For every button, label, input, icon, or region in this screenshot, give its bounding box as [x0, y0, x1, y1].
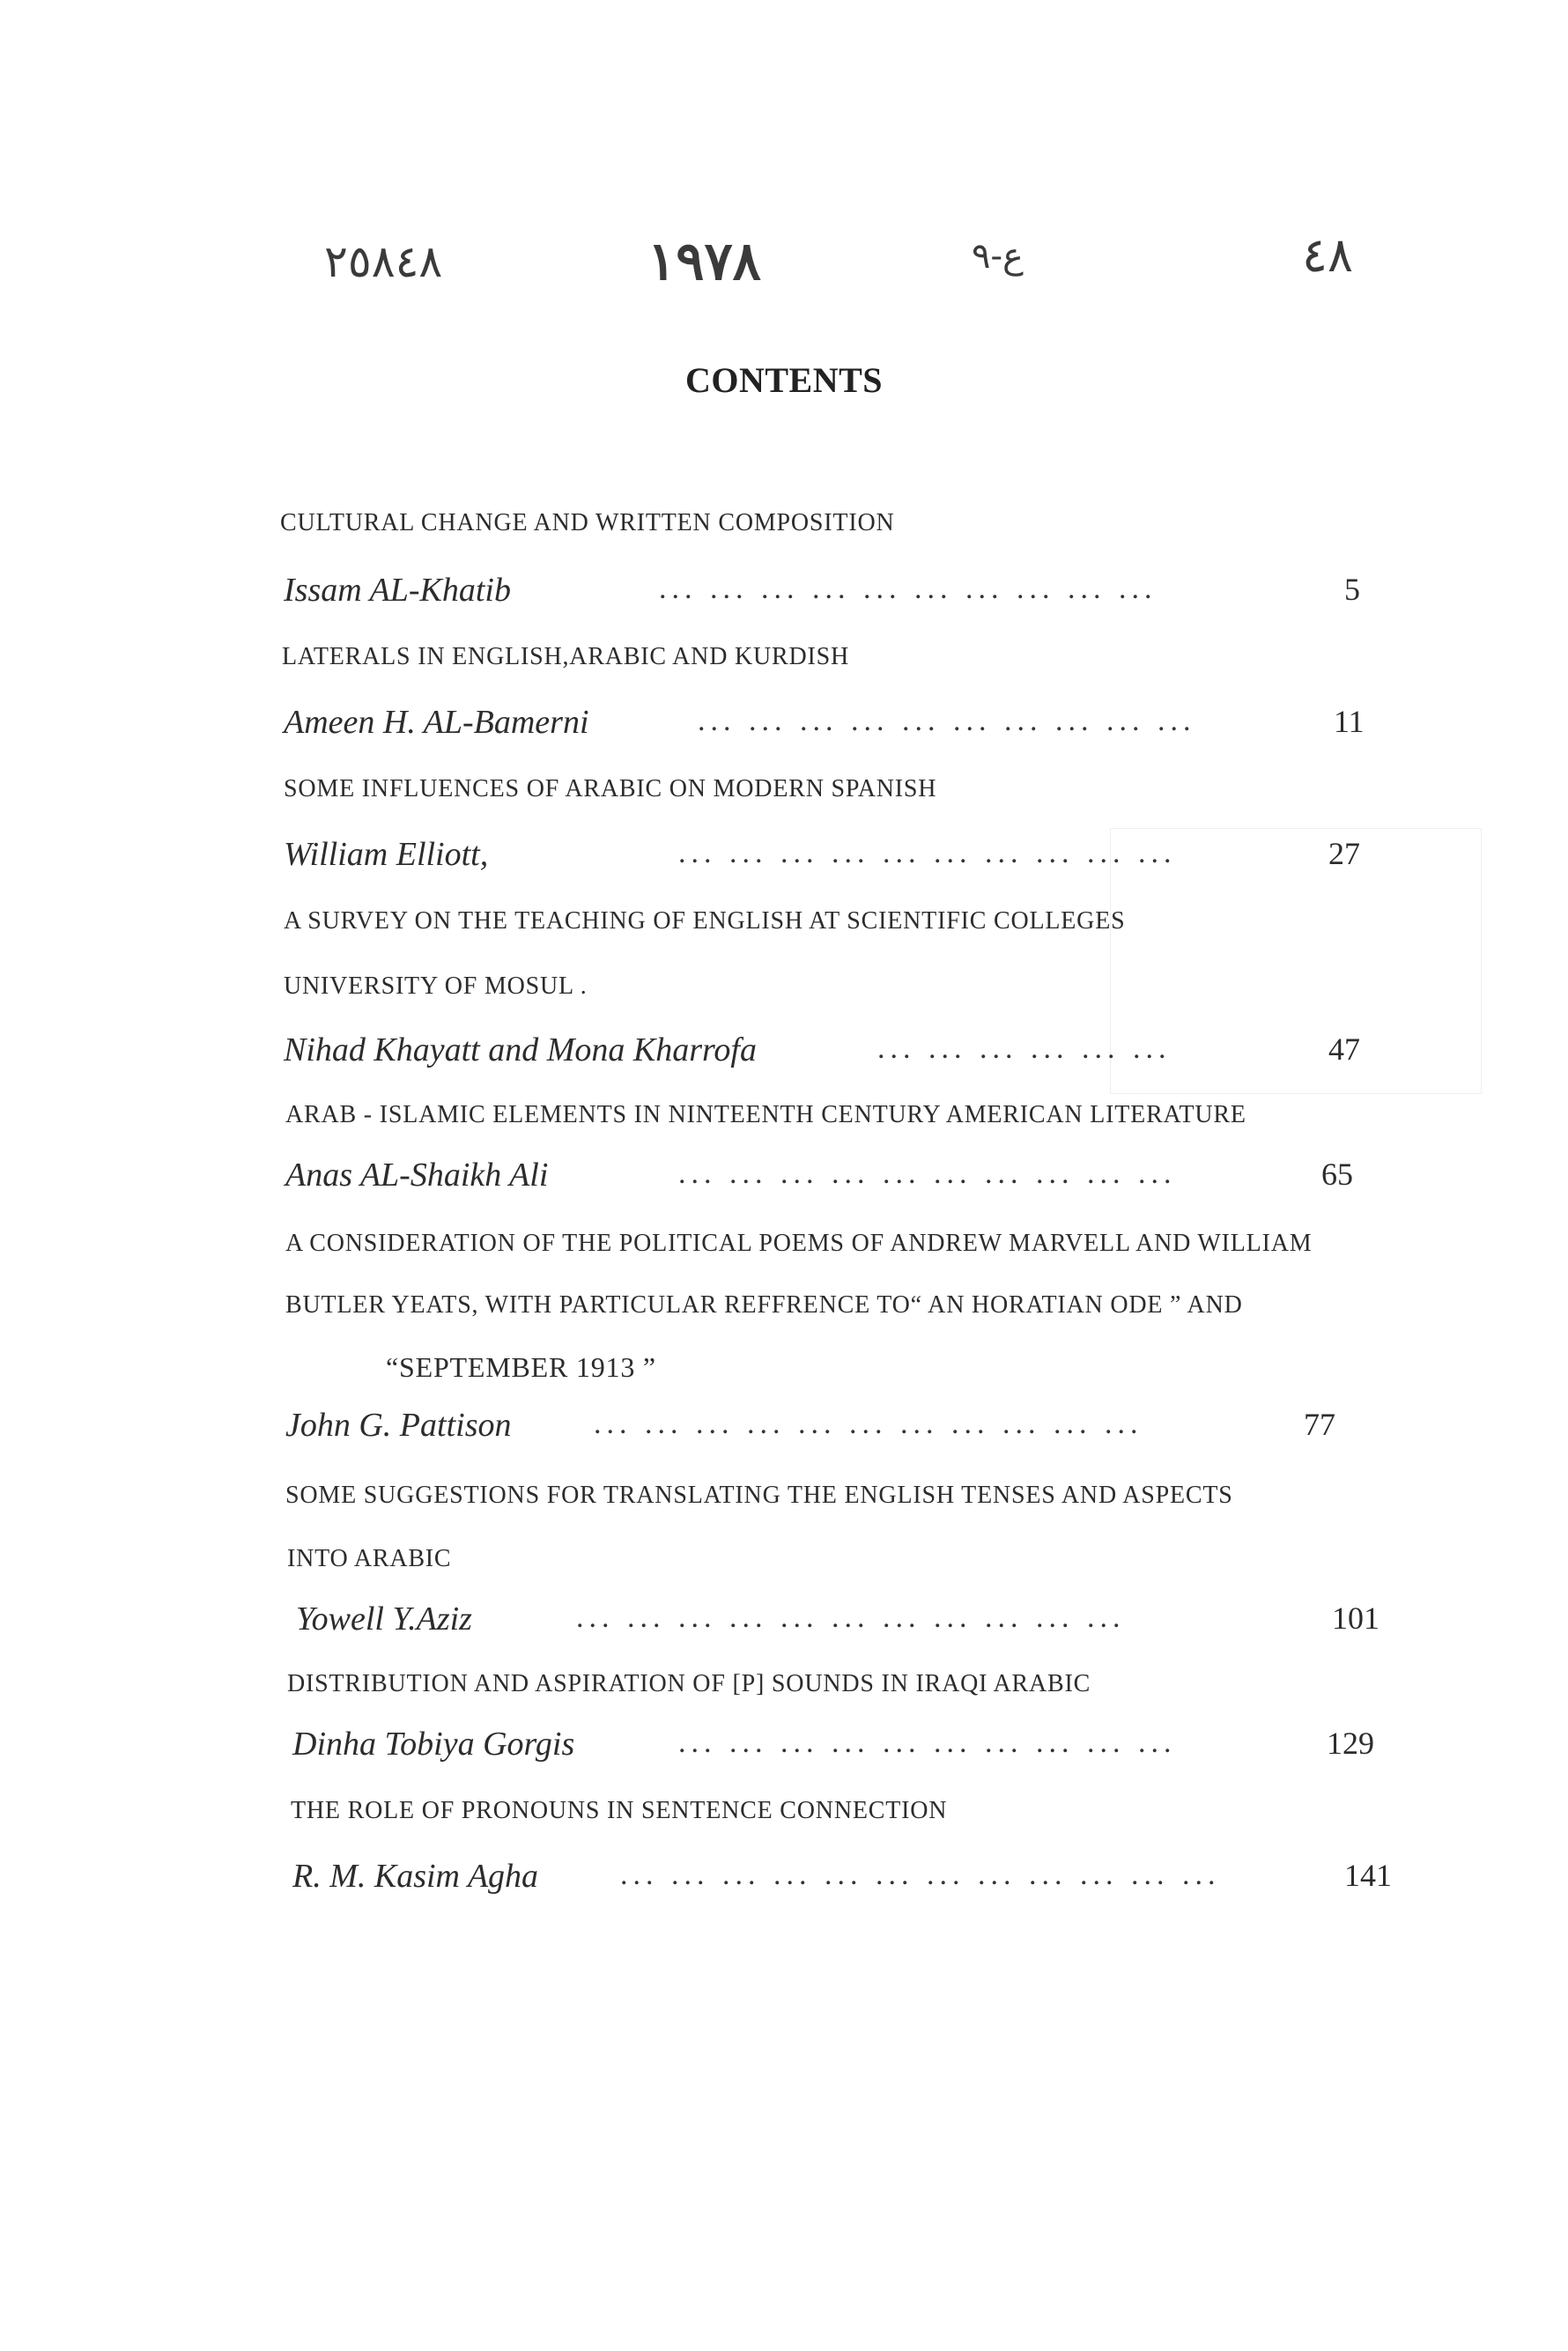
- page-number: 101: [1332, 1601, 1379, 1636]
- toc-line: [0, 571, 1568, 615]
- entry-title: SOME INFLUENCES OF ARABIC ON MODERN SPANISH: [284, 775, 937, 802]
- leader-dots: ... ... ... ... ... ... ... ... ... ...: [678, 837, 1177, 869]
- toc-line: [0, 1031, 1568, 1075]
- entry-title: DISTRIBUTION AND ASPIRATION OF [P] SOUNDS IN IRAQI ARABIC: [287, 1670, 1091, 1697]
- entry-title: SOME SUGGESTIONS FOR TRANSLATING THE ENGLISH TENSES AND ASPECTS: [285, 1482, 1233, 1509]
- handwritten-note: ٤٨: [1302, 227, 1354, 283]
- page-number: 11: [1334, 704, 1365, 739]
- page-number: 65: [1321, 1157, 1353, 1192]
- leader-dots: ... ... ... ... ... ... ... ... ... ...: [678, 1157, 1177, 1190]
- leader-dots: ... ... ... ... ... ... ... ... ... ...: [678, 1726, 1177, 1759]
- leader-dots: ... ... ... ... ... ... ... ... ... ...: [698, 705, 1196, 737]
- page-number: 27: [1328, 836, 1360, 871]
- leader-dots: ... ... ... ... ... ... ... ... ... ... ...: [576, 1601, 1126, 1634]
- entry-title: A SURVEY ON THE TEACHING OF ENGLISH AT SCIENTIFIC COLLEGES: [284, 907, 1126, 935]
- author: Nihad Khayatt and Mona Kharrofa: [284, 1031, 757, 1068]
- entry-title: BUTLER YEATS, WITH PARTICULAR REFFRENCE TO“ AN HORATIAN ODE ” AND: [285, 1291, 1243, 1319]
- entry-title: LATERALS IN ENGLISH,ARABIC AND KURDISH: [282, 643, 850, 670]
- author: William Elliott,: [284, 836, 489, 873]
- leader-dots: ... ... ... ... ... ... ... ... ... ... ... ...: [620, 1859, 1221, 1891]
- toc-line: [0, 1725, 1568, 1769]
- handwritten-note: ع-٩: [972, 236, 1024, 277]
- author: Anas AL-Shaikh Ali: [285, 1157, 549, 1194]
- page-number: 141: [1344, 1858, 1392, 1893]
- entry-title: THE ROLE OF PRONOUNS IN SENTENCE CONNECTION: [291, 1797, 948, 1824]
- toc-line: [0, 1406, 1568, 1450]
- author: R. M. Kasim Agha: [292, 1858, 539, 1895]
- page-number: 47: [1328, 1031, 1360, 1067]
- page-number: 77: [1304, 1407, 1335, 1442]
- entry-title: “SEPTEMBER 1913 ”: [386, 1351, 656, 1383]
- handwritten-note: ١٩٧٨: [647, 231, 761, 292]
- toc-line: [0, 703, 1568, 747]
- leader-dots: ... ... ... ... ... ... ... ... ... ... ...: [594, 1408, 1143, 1440]
- entry-title: UNIVERSITY OF MOSUL .: [284, 972, 588, 1000]
- leader-dots: ... ... ... ... ... ...: [877, 1032, 1172, 1065]
- author: Dinha Tobiya Gorgis: [292, 1726, 575, 1763]
- page-number: 129: [1327, 1726, 1374, 1761]
- author: Issam AL-Khatib: [284, 572, 511, 609]
- page-title: CONTENTS: [684, 360, 884, 400]
- entry-title: A CONSIDERATION OF THE POLITICAL POEMS OF ANDREW MARVELL AND WILLIAM: [285, 1230, 1313, 1257]
- entry-title: CULTURAL CHANGE AND WRITTEN COMPOSITION: [280, 509, 895, 536]
- page-number: 5: [1344, 572, 1360, 607]
- toc-line: [0, 835, 1568, 879]
- author: John G. Pattison: [285, 1407, 512, 1444]
- toc-line: [0, 1156, 1568, 1200]
- author: Ameen H. AL-Bamerni: [284, 704, 589, 741]
- entry-title: ARAB - ISLAMIC ELEMENTS IN NINTEENTH CENTURY AMERICAN LITERATURE: [285, 1101, 1246, 1128]
- toc-line: [0, 1857, 1568, 1901]
- handwritten-note: ٢٥٨٤٨: [324, 236, 443, 287]
- author: Yowell Y.Aziz: [296, 1601, 472, 1638]
- leader-dots: ... ... ... ... ... ... ... ... ... ...: [659, 573, 1158, 605]
- toc-line: [0, 1600, 1568, 1644]
- entry-title: INTO ARABIC: [287, 1545, 452, 1572]
